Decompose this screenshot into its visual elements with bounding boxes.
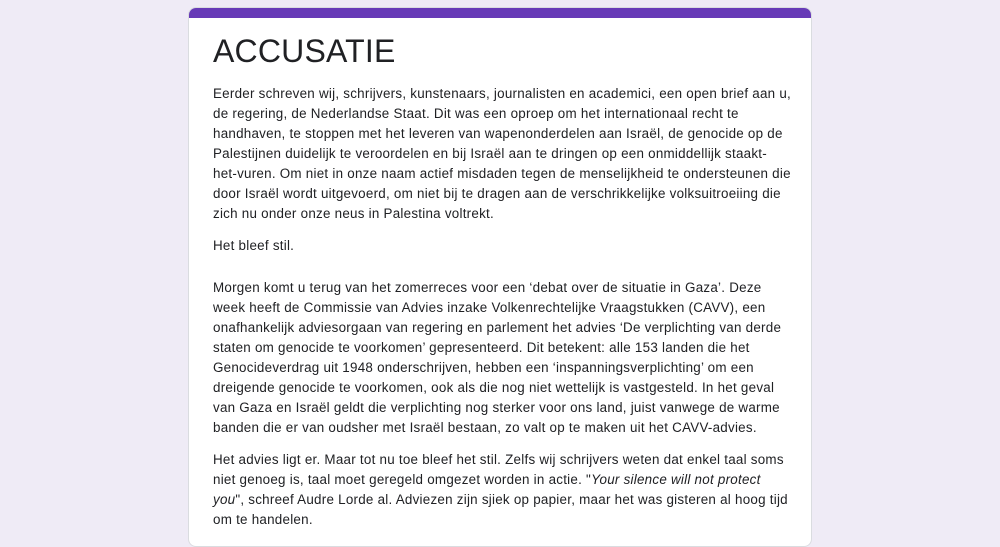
form-card xyxy=(188,7,812,547)
description-paragraph-1: Eerder schreven wij, schrijvers, kunstenaars, journalisten en academici, een open brief aan u, de regering, de Nederlandse Staat. Dit was een oproep om het internationaal recht te handhaven, te stoppen met het leveren van wapenonderdelen aan Israël, de genocide op de Palestijnen duidelijk te veroordelen en bij Israël aan te dringen op een onmiddellijk staakt-het-vuren. Om niet in onze naam actief misdaden tegen de menselijkheid te ondersteunen die door Israël wordt uitgevoerd, om niet bij te dragen aan de verschrikkelijke volksuitroeiing die zich nu onder onze neus in Palestina voltrekt. xyxy=(213,86,792,221)
audre-lorde-quote: Your silence will not protect you xyxy=(213,472,761,507)
paragraph-4-text-start: Het advies ligt er. Maar tot nu toe bleef het stil. Zelfs wij schrijvers weten dat enkel taal soms niet genoeg is, taal moet geregeld omgezet worden in actie. " xyxy=(213,452,784,487)
form-header xyxy=(213,32,791,542)
form-title: ACCUSATIE xyxy=(213,33,396,69)
paragraph-4-text-end: ", schreef Audre Lorde al. Adviezen zijn sjiek op papier, maar het was gisteren al hoog tijd om te handelen. xyxy=(213,492,788,527)
description-paragraph-3: Morgen komt u terug van het zomerreces voor een ‘debat over de situatie in Gaza’. Deze week heeft de Commissie van Advies inzake Volkenrechtelijke Vraagstukken (CAVV), een onafhankelijk adviesorgaan van regering en parlement het advies ‘De verplichting van derde staten om genocide te voorkomen’ gepresenteerd. Dit betekent: alle 153 landen die het Genocideverdrag uit 1948 onderschrijven, hebben een ‘inspanningsverplichting’ om een dreigende genocide te voorkomen, ook als die nog niet wettelijk is vastgesteld. In het geval van Gaza en Israël geldt die verplichting nog sterker voor ons land, juist vanwege de warme banden die er van oudsher met Israël bestaan, zo valt op te maken uit het CAVV-advies. xyxy=(213,280,782,435)
description-paragraph-4 xyxy=(213,450,791,530)
description-paragraph-2: Het bleef stil. xyxy=(213,238,295,253)
form-accent-bar xyxy=(189,8,811,18)
